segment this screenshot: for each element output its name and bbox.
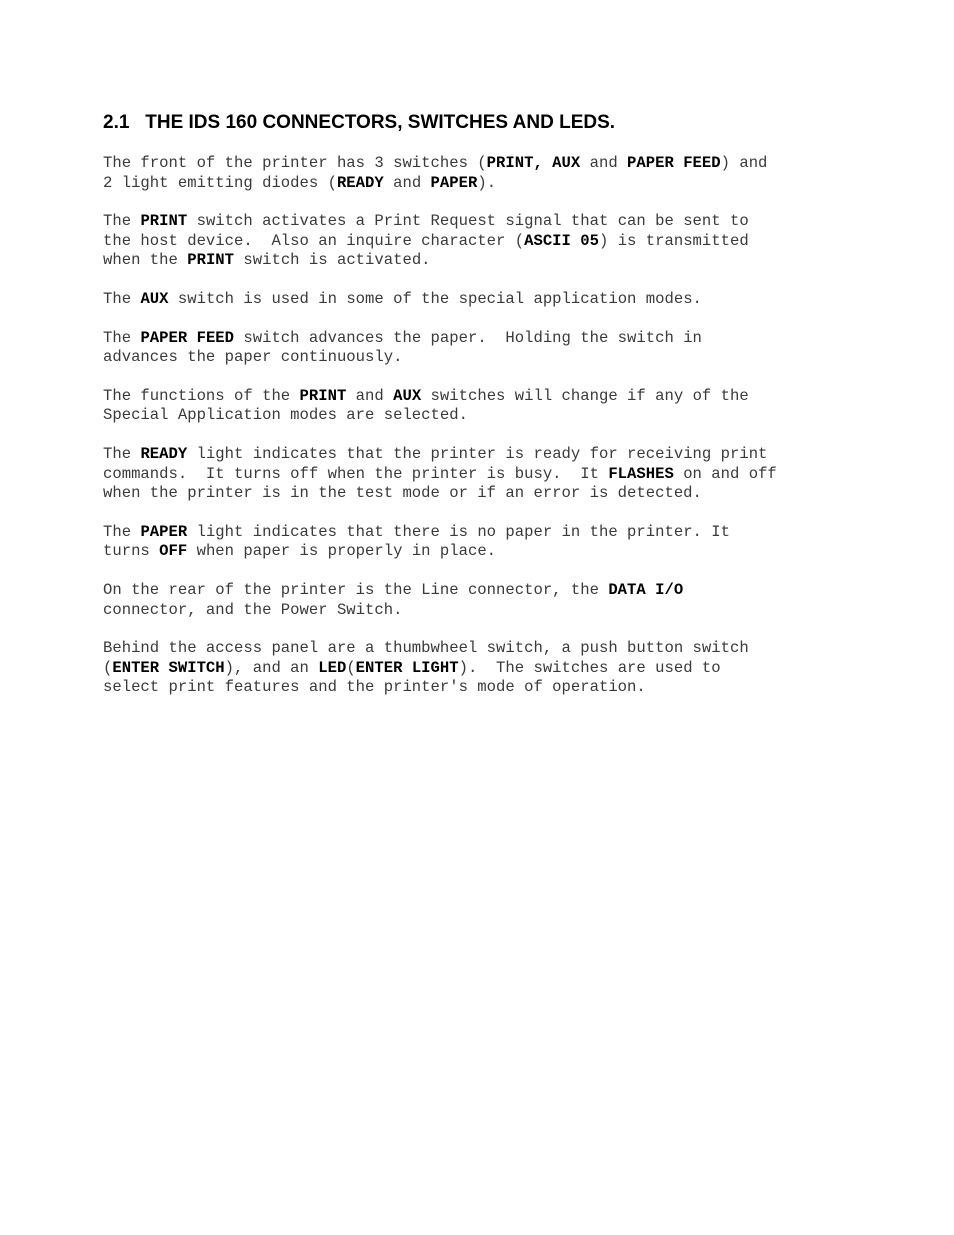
bold-term: DATA I/O: [608, 580, 684, 599]
bold-term: OFF: [159, 542, 188, 561]
text-run: on and off: [673, 464, 777, 483]
bold-term: PAPER FEED: [140, 328, 235, 347]
document-page: [103, 110, 893, 717]
text-run: light indicates that there is no paper in the printer. It: [187, 522, 730, 541]
text-run: select print features and the printer's mode of operation.: [103, 678, 646, 697]
paragraphs: [103, 154, 893, 698]
bold-term: PRINT: [299, 386, 347, 405]
text-run: ), and an: [224, 658, 319, 677]
text-run: turns: [103, 542, 160, 561]
bold-term: ASCII 05: [524, 231, 599, 250]
text-run: Behind the access panel are a thumbwheel switch, a push button switch: [103, 639, 749, 658]
text-run: and: [346, 386, 394, 405]
text-run: On the rear of the printer is the Line connector, the: [103, 580, 609, 599]
bold-term: ENTER LIGHT: [355, 658, 459, 677]
text-run: The front of the printer has 3 switches (: [103, 154, 487, 172]
text-run: when the printer is in the test mode or if an error is detected.: [103, 484, 702, 503]
bold-term: PAPER FEED: [627, 154, 721, 172]
text-run: The: [103, 444, 141, 463]
bold-term: PAPER: [140, 522, 188, 541]
text-run: light indicates that the printer is ready for receiving print: [187, 444, 768, 463]
text-run: the host device. Also an inquire character (: [103, 231, 525, 250]
text-run: commands. It turns off when the printer is busy. It: [103, 464, 609, 483]
bold-term: FLASHES: [608, 464, 674, 483]
text-run: 2 light emitting diodes (: [103, 173, 337, 192]
text-run: ). The switches are used to: [458, 658, 721, 677]
bold-term: READY: [140, 444, 188, 463]
bold-term: PAPER: [430, 173, 478, 192]
paragraph: [103, 329, 893, 368]
text-run: The: [103, 289, 141, 308]
paragraph: [103, 523, 893, 562]
paragraph: [103, 154, 893, 193]
text-run: advances the paper continuously.: [103, 348, 403, 367]
paragraph: [103, 639, 893, 698]
text-run: when the: [103, 251, 188, 270]
text-run: and: [580, 154, 628, 172]
bold-term: PRINT, AUX: [486, 154, 581, 172]
bold-term: ENTER SWITCH: [112, 658, 225, 677]
paragraph: [103, 212, 893, 271]
text-run: ).: [477, 173, 497, 192]
paragraph: [103, 387, 893, 426]
bold-term: AUX: [393, 386, 422, 405]
bold-term: PRINT: [140, 212, 188, 231]
bold-term: AUX: [140, 289, 169, 308]
text-run: switch activates a Print Request signal that can be sent to: [187, 212, 749, 231]
paragraph: [103, 445, 893, 504]
text-run: ) is transmitted: [598, 231, 749, 250]
text-run: (: [103, 658, 113, 677]
text-run: switch advances the paper. Holding the switch in: [234, 328, 702, 347]
text-run: switch is used in some of the special application modes.: [168, 289, 702, 308]
text-run: when paper is properly in place.: [187, 542, 497, 561]
paragraph: [103, 581, 893, 620]
text-run: The: [103, 522, 141, 541]
text-run: The functions of the: [103, 386, 300, 405]
text-run: Special Application modes are selected.: [103, 406, 468, 425]
text-run: connector, and the Power Switch.: [103, 600, 403, 619]
bold-term: PRINT: [187, 251, 235, 270]
text-run: ) and: [720, 154, 768, 172]
text-run: The: [103, 212, 141, 231]
paragraph: [103, 290, 893, 310]
bold-term: READY: [336, 173, 384, 192]
text-run: and: [383, 173, 431, 192]
text-run: switch is activated.: [234, 251, 431, 270]
text-run: switches will change if any of the: [421, 386, 749, 405]
text-run: (: [346, 658, 356, 677]
bold-term: LED: [318, 658, 347, 677]
section-heading: 2.1 THE IDS 160 CONNECTORS, SWITCHES AND LEDS.: [103, 112, 616, 133]
text-run: The: [103, 328, 141, 347]
